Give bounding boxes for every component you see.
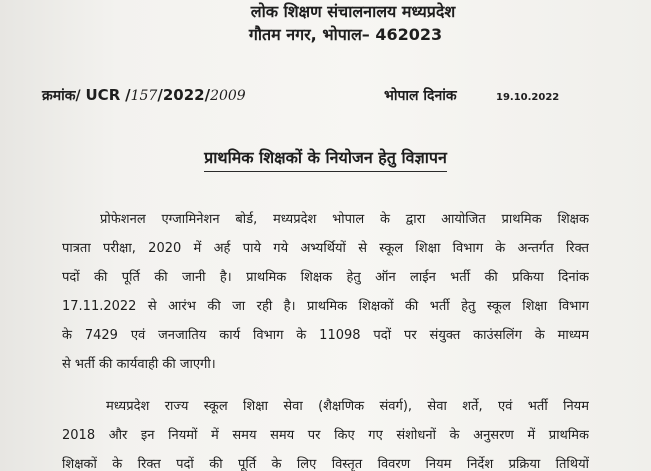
reference-code: UCR: [85, 86, 121, 104]
place-date-label: भोपाल दिनांक: [384, 88, 457, 104]
reference-number: [42, 86, 246, 105]
issue-date: 19.10.2022: [496, 92, 560, 103]
paragraph-2-line: मध्यप्रदेश राज्य स्कूल शिक्षा सेवा (शैक्षणिक संवर्ग), सेवा शर्ते, एवं भर्ती नियम: [106, 399, 589, 414]
paragraph-1: [62, 205, 589, 379]
reference-year: /2022/: [157, 86, 211, 104]
paragraph-1-line: के 7429 एवं जनजातिय कार्य विभाग के 11098 पदों पर संयुक्त काउंसलिंग के माध्यम: [62, 328, 589, 343]
reference-handwritten-number: 157: [130, 88, 158, 104]
reference-slash: /: [125, 86, 131, 104]
paragraph-1-line: पदों की पूर्ति की जानी है। प्राथमिक शिक्षक हेतु ऑन लाईन भर्ती की प्रकिया दिनांक: [62, 270, 589, 285]
paragraph-1-line: से भर्ती की कार्यवाही की जाएगी।: [62, 357, 216, 372]
paragraph-1-line: 17.11.2022 से आरंभ की जा रही है। प्राथमिक शिक्षकों की भर्ती हेतु स्कूल शिक्षा विभाग: [62, 299, 589, 314]
office-address: गौतम नगर, भोपाल– 462023: [248, 25, 443, 44]
reference-label: क्रमांक/: [42, 88, 81, 104]
document-title-text: प्राथमिक शिक्षकों के नियोजन हेतु विज्ञापन: [204, 146, 447, 172]
office-name: लोक शिक्षण संचालनालय मध्यप्रदेश: [250, 2, 456, 21]
paragraph-2-line: शिक्षकों के रिक्त पदों की पूर्ति के लिए विस्तृत विवरण नियम निर्देश प्रक्रिया तिथियों: [62, 457, 589, 471]
paragraph-2: [62, 392, 589, 471]
paragraph-2-line: 2018 और इन नियमों में समय समय पर किए गए संशोधनों के अनुसरण में प्राथमिक: [62, 428, 589, 443]
document-title: [0, 146, 651, 172]
reference-handwritten-suffix: 2009: [210, 88, 246, 104]
paragraph-1-line: प्रोफेशनल एग्जामिनेशन बोर्ड, मध्यप्रदेश भोपाल के द्वारा आयोजित प्राथमिक शिक्षक: [100, 212, 589, 227]
paragraph-1-line: पात्रता परीक्षा, 2020 में अर्ह पाये गये अभ्यर्थियों से स्कूल शिक्षा विभाग के अन्तर्गत रिक्त: [62, 241, 589, 256]
